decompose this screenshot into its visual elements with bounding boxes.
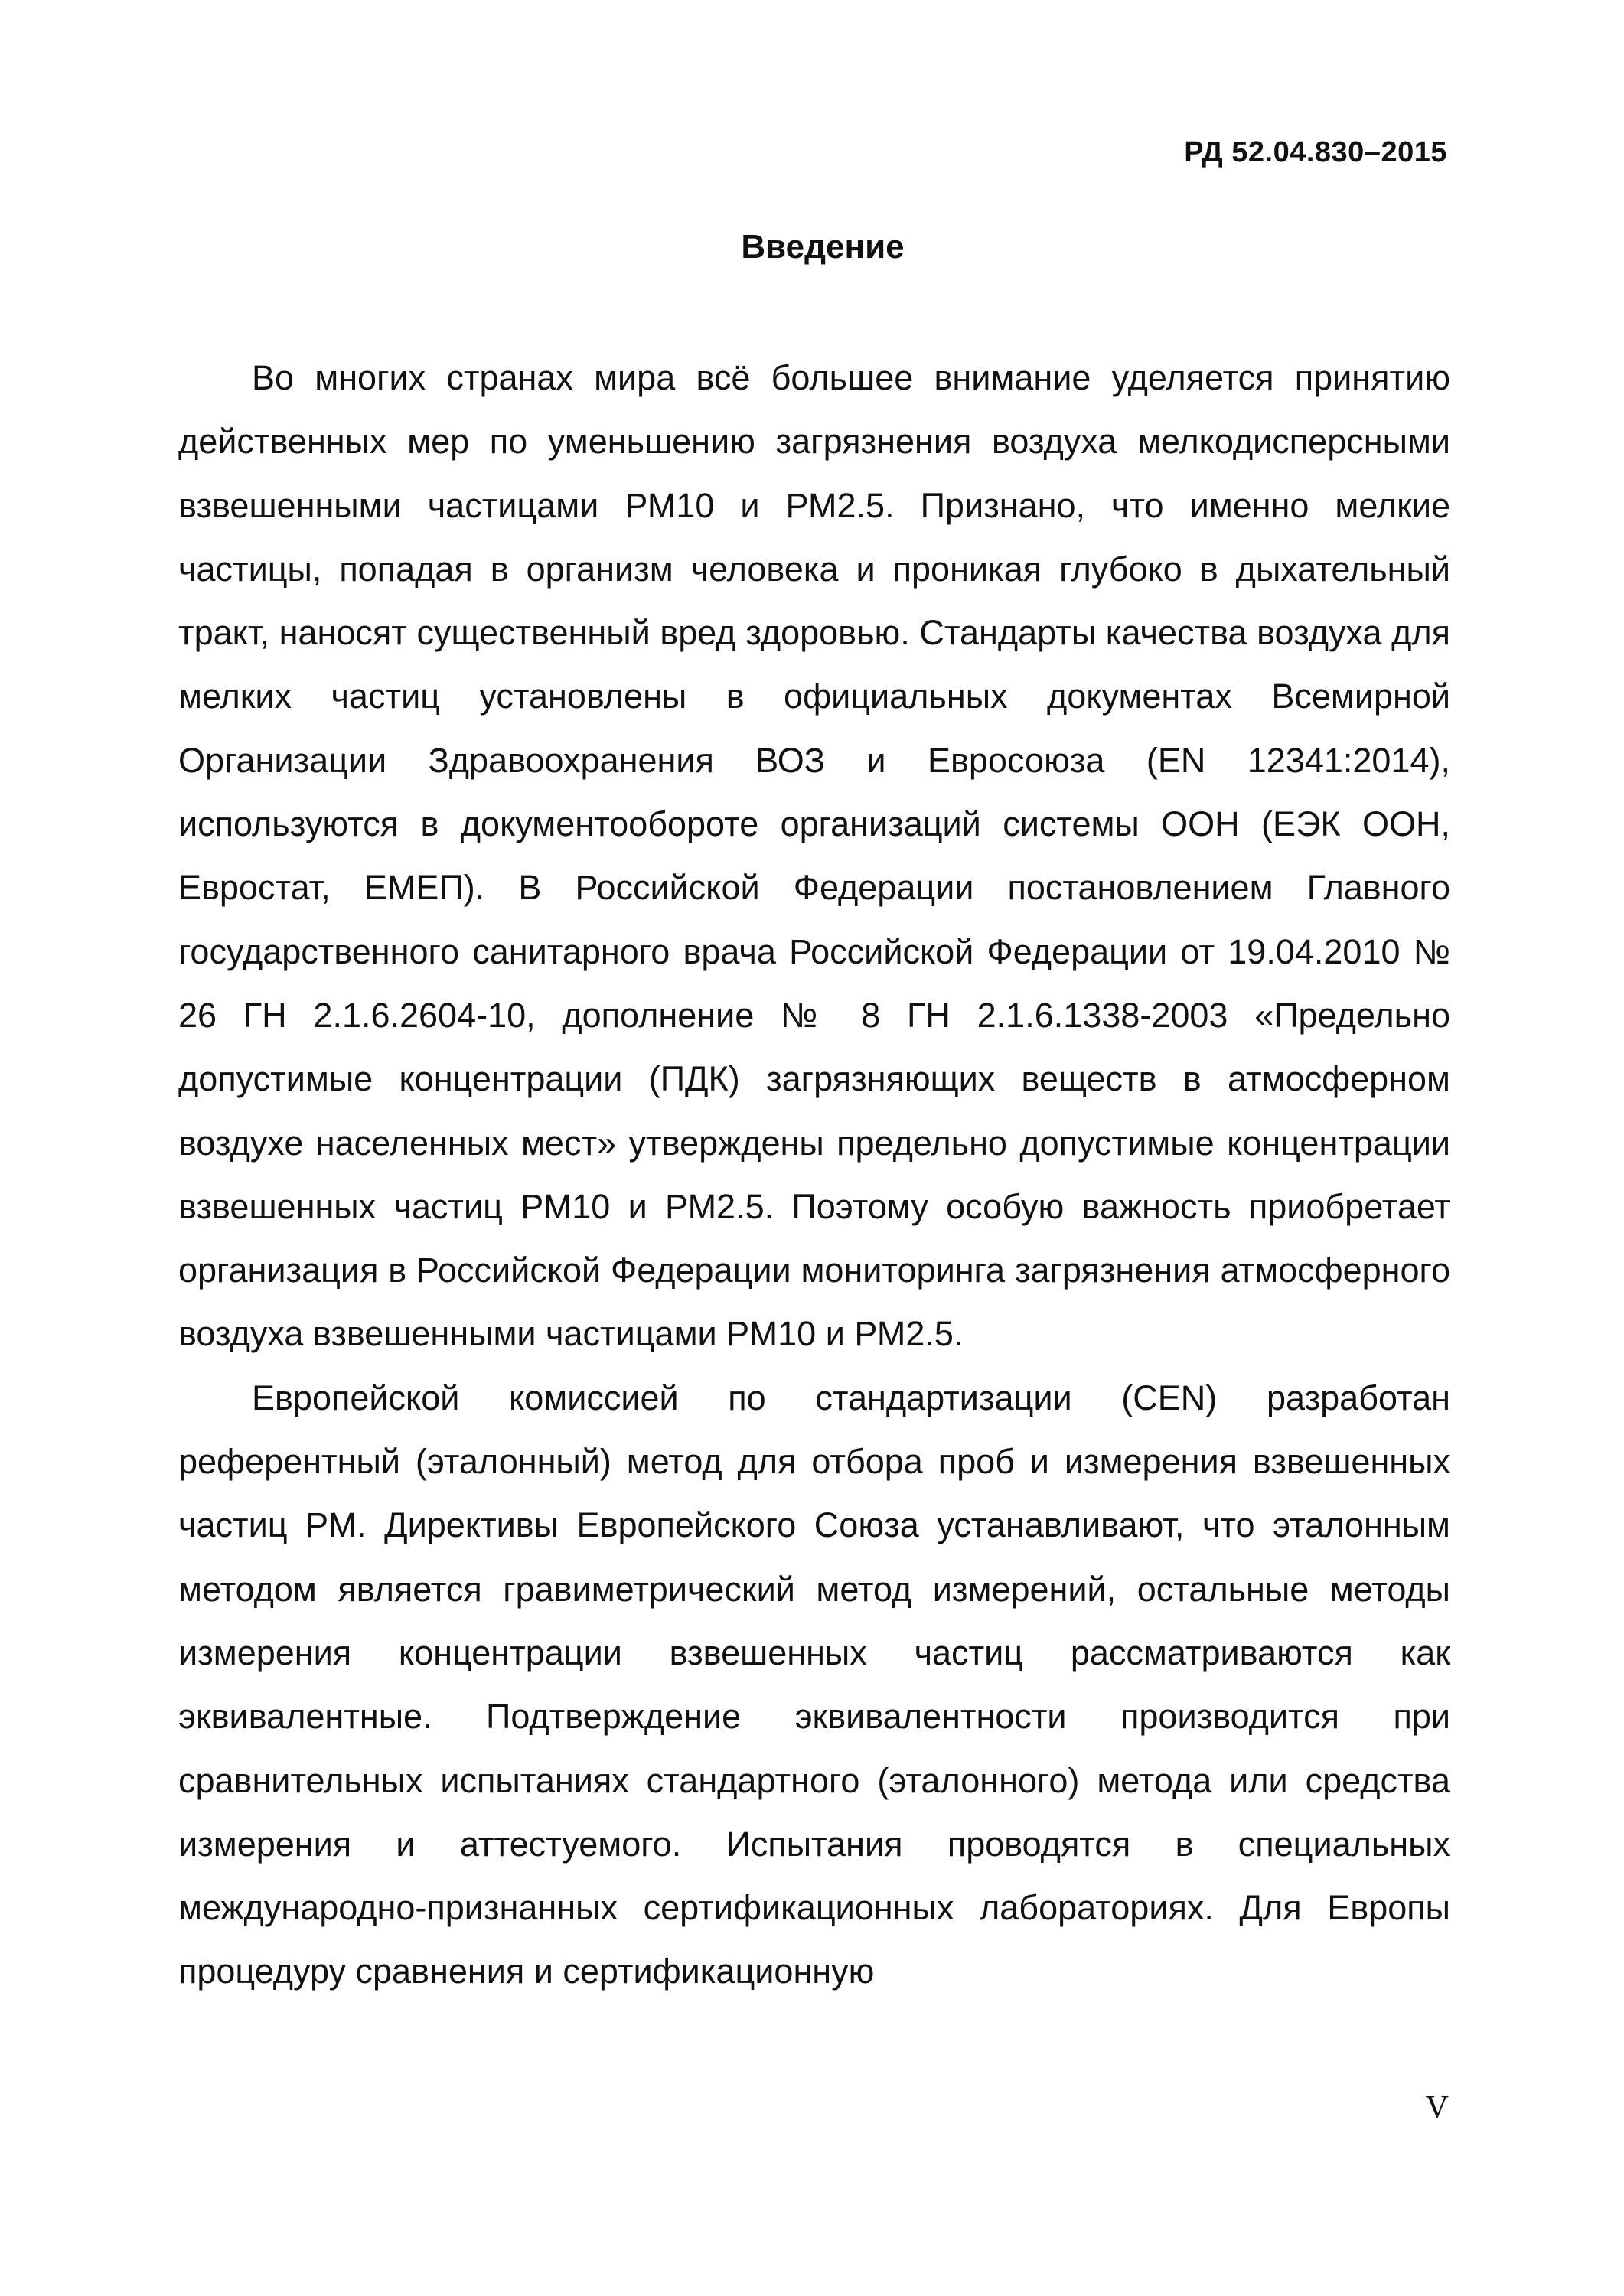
body-text (178, 346, 1450, 2004)
paragraph-2: Европейской комиссией по стандартизации (CEN) разработан референтный (эталонный) метод для отбора проб и измерения взвешенных частиц РМ. Директивы Европейского Союза устанавливают, что эталонным методом является гравиметрический метод измерений, остальные методы измерения концентрации взвешенных частиц рассматриваются как эквивалентные. Подтверждение эквивалентности производится при сравнительных испытаниях стандартного (эталонного) метода или средства измерения и аттестуемого. Испытания проводятся в специальных международно-признанных сертификационных лабораториях. Для Европы процедуру сравнения и сертификационную (178, 1378, 1450, 1991)
paragraph-1: Во многих странах мира всё большее внимание уделяется принятию действенных мер по уменьшению загрязнения воздуха мелкодисперсными взвешенными частицами РМ10 и РМ2.5. Признано, что именно мелкие частицы, попадая в организм человека и проникая глубоко в дыхательный тракт, наносят существенный вред здоровью. Стандарты качества воздуха для мелких частиц установлены в официальных документах Всемирной Организации Здравоохранения ВОЗ и Евросоюза (EN 12341:2014), используются в документообороте организаций системы ООН (ЕЭК ООН, Евростат, ЕМЕП). В Российской Федерации постановлением Главного государственного санитарного врача Российской Федерации от 19.04.2010 № 26 ГН 2.1.6.2604-10, дополнение № 8 ГН 2.1.6.1338-2003 «Предельно допустимые концентрации (ПДК) загрязняющих веществ в атмосферном воздухе населенных мест» утверждены предельно допустимые концентрации взвешенных частиц РМ10 и РМ2.5. Поэтому особую важность приобретает организация в Российской Федерации мониторинга загрязнения атмосферного воздуха взвешенными частицами РМ10 и РМ2.5. (178, 358, 1450, 1354)
document-code: РД 52.04.830–2015 (1184, 136, 1447, 168)
section-title: Введение (741, 228, 905, 266)
page-number: V (1425, 2090, 1449, 2125)
